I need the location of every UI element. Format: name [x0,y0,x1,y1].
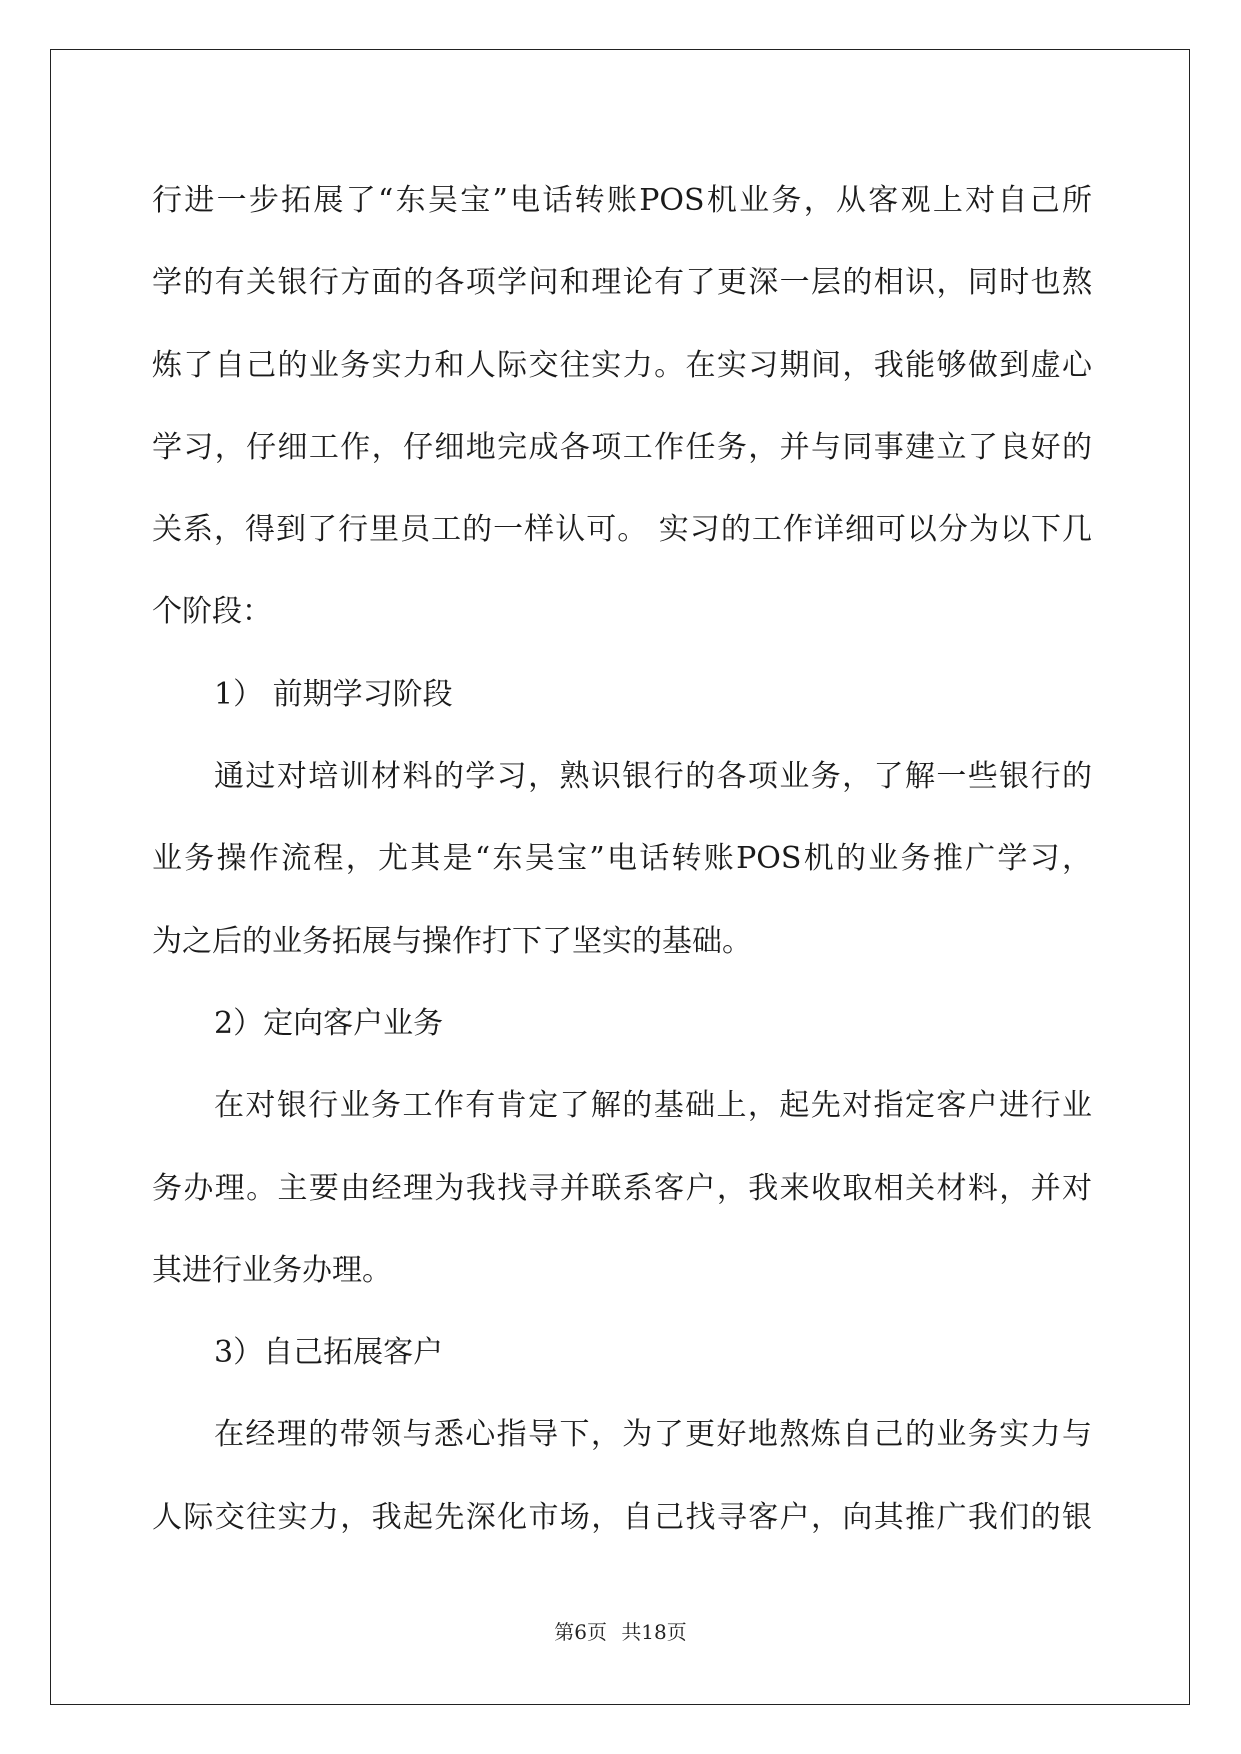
paragraph-line: 务办理。主要由经理为我找寻并联系客户，我来收取相关材料，并对 [152,1170,1092,1206]
paragraph-line: 人际交往实力，我起先深化市场，自己找寻客户，向其推广我们的银 [152,1499,1092,1535]
paragraph-line: 学习，仔细工作，仔细地完成各项工作任务，并与同事建立了良好的 [152,429,1092,465]
document-body [152,160,1092,1559]
paragraph-line: 学的有关银行方面的各项学问和理论有了更深一层的相识，同时也熬 [152,265,1092,301]
page-total: 共18页 [621,1620,687,1644]
paragraph-line: 炼了自己的业务实力和人际交往实力。在实习期间，我能够做到虚心 [152,347,1092,383]
paragraph-line: 为之后的业务拓展与操作打下了坚实的基础。 [152,923,752,959]
paragraph-line: 通过对培训材料的学习，熟识银行的各项业务，了解一些银行的 [214,759,1092,795]
paragraph-line: 行进一步拓展了“东吴宝”电话转账POS机业务，从客观上对自己所 [152,183,1092,218]
section-heading: 2）定向客户业务 [214,1005,444,1041]
paragraph-line: 个阶段： [152,594,272,630]
paragraph-line: 业务操作流程，尤其是“东吴宝”电话转账POS机的业务推广学习， [152,841,1092,877]
paragraph-line: 在经理的带领与悉心指导下，为了更好地熬炼自己的业务实力与 [214,1417,1092,1453]
paragraph-line: 在对银行业务工作有肯定了解的基础上，起先对指定客户进行业 [214,1088,1092,1124]
page-footer [0,1616,1241,1645]
paragraph-line: 其进行业务办理。 [152,1252,392,1288]
section-heading: 1） 前期学习阶段 [214,676,453,712]
paragraph-line: 关系，得到了行里员工的一样认可。 实习的工作详细可以分为以下几 [152,512,1092,548]
page-number: 第6页 [554,1620,607,1644]
section-heading: 3）自己拓展客户 [214,1335,444,1371]
